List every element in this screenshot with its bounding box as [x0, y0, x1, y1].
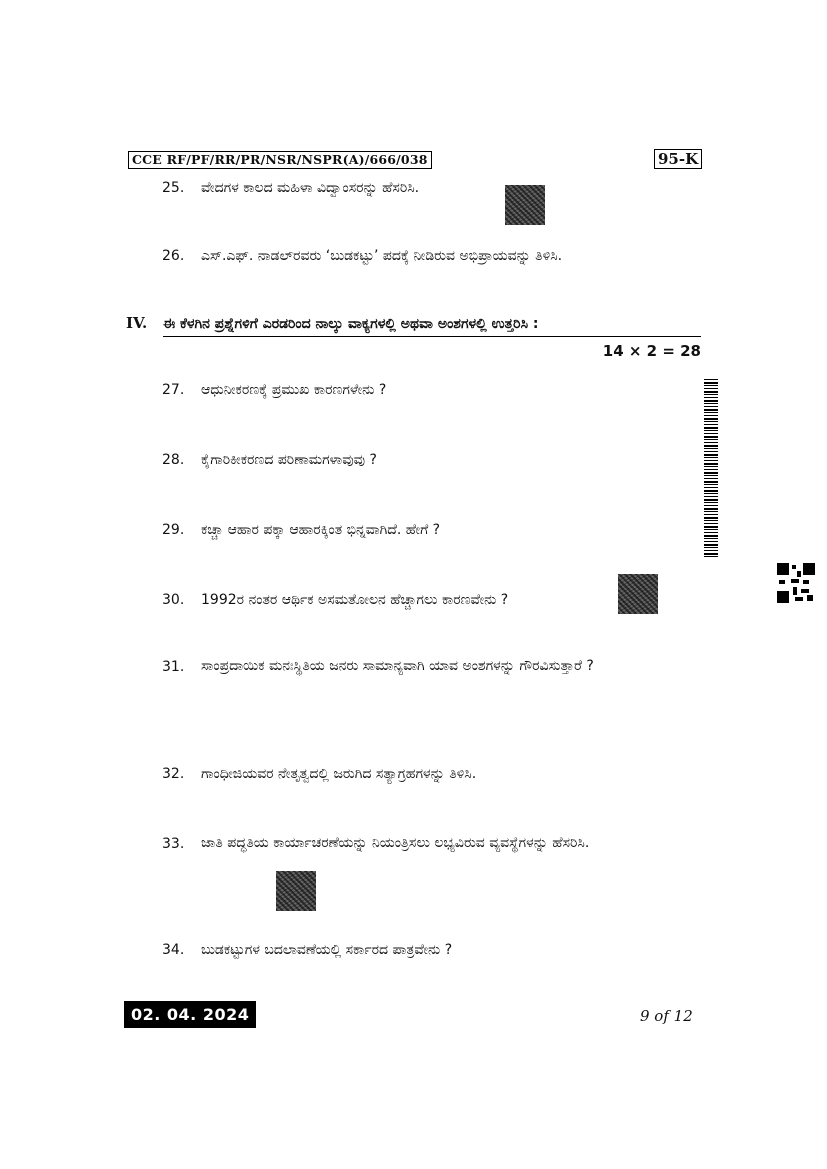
question-text: ಬುಡಕಟ್ಟುಗಳ ಬದಲಾವಣೆಯಲ್ಲಿ ಸರ್ಕಾರದ ಪಾತ್ರವೇನು ? [201, 942, 453, 958]
question-number: 25. [162, 180, 185, 196]
question-number: 28. [162, 452, 185, 468]
question-text: ಸಾಂಪ್ರದಾಯಿಕ ಮನಃಸ್ಥಿತಿಯ ಜನರು ಸಾಮಾನ್ಯವಾಗಿ ಯಾವ ಅಂಶಗಳನ್ನು ಗೌರವಿಸುತ್ತಾರೆ ? [201, 658, 594, 674]
question-number: 26. [162, 248, 185, 264]
exam-code: CCE RF/PF/RR/PR/NSR/NSPR(A)/666/038 [128, 151, 432, 169]
section-number: IV. [126, 314, 148, 332]
section-instruction: ಈ ಕೆಳಗಿನ ಪ್ರಶ್ನೆಗಳಿಗೆ ಎರಡರಿಂದ ನಾಲ್ಕು ವಾಕ್ಯಗಳಲ್ಲಿ ಅಥವಾ ಅಂಶಗಳಲ್ಲಿ ಉತ್ತರಿಸಿ : [163, 314, 701, 337]
paper-code: 95-K [654, 149, 702, 169]
question-text: ಜಾತಿ ಪದ್ಧತಿಯ ಕಾರ್ಯಾಚರಣೆಯನ್ನು ನಿಯಂತ್ರಿಸಲು ಲಭ್ಯವಿರುವ ವ್ಯವಸ್ಥೆಗಳನ್ನು ಹೆಸರಿಸಿ. [201, 835, 590, 851]
section-marks: 14 × 2 = 28 [602, 342, 701, 360]
watermark-pattern [276, 871, 316, 911]
question-text: ಗಾಂಧೀಜಿಯವರ ನೇತೃತ್ವದಲ್ಲಿ ಜರುಗಿದ ಸತ್ಯಾಗ್ರಹಗಳನ್ನು ತಿಳಿಸಿ. [201, 766, 477, 782]
question-number: 31. [162, 659, 185, 675]
question-number: 34. [162, 942, 185, 958]
barcode [704, 379, 718, 559]
question-number: 27. [162, 382, 185, 398]
question-text: ಕಚ್ಚಾ ಆಹಾರ ಪಕ್ಕಾ ಆಹಾರಕ್ಕಿಂತ ಭಿನ್ನವಾಗಿದೆ. ಹೇಗೆ ? [201, 522, 441, 538]
question-text: 1992ರ ನಂತರ ಆರ್ಥಿಕ ಅಸಮತೋಲನ ಹೆಚ್ಚಾಗಲು ಕಾರಣವೇನು ? [201, 592, 509, 608]
question-text: ಎಸ್.ಎಫ್. ನಾಡಲ್‌ರವರು ‘ಬುಡಕಟ್ಟು’ ಪದಕ್ಕೆ ನೀಡಿರುವ ಅಭಿಪ್ರಾಯವನ್ನು ತಿಳಿಸಿ. [201, 248, 563, 264]
question-number: 29. [162, 522, 185, 538]
page-number: 9 of 12 [640, 1007, 693, 1025]
question-text: ಕೈಗಾರಿಕೀಕರಣದ ಪರಿಣಾಮಗಳಾವುವು ? [201, 452, 377, 468]
question-text: ವೇದಗಳ ಕಾಲದ ಮಹಿಳಾ ವಿದ್ವಾಂಸರನ್ನು ಹೆಸರಿಸಿ. [201, 180, 420, 196]
qr-code [777, 563, 815, 603]
watermark-pattern [505, 185, 545, 225]
question-number: 30. [162, 592, 185, 608]
exam-date: 02. 04. 2024 [124, 1001, 256, 1028]
question-number: 32. [162, 766, 185, 782]
question-text: ಆಧುನೀಕರಣಕ್ಕೆ ಪ್ರಮುಖ ಕಾರಣಗಳೇನು ? [201, 382, 387, 398]
question-number: 33. [162, 836, 185, 852]
watermark-pattern [618, 574, 658, 614]
